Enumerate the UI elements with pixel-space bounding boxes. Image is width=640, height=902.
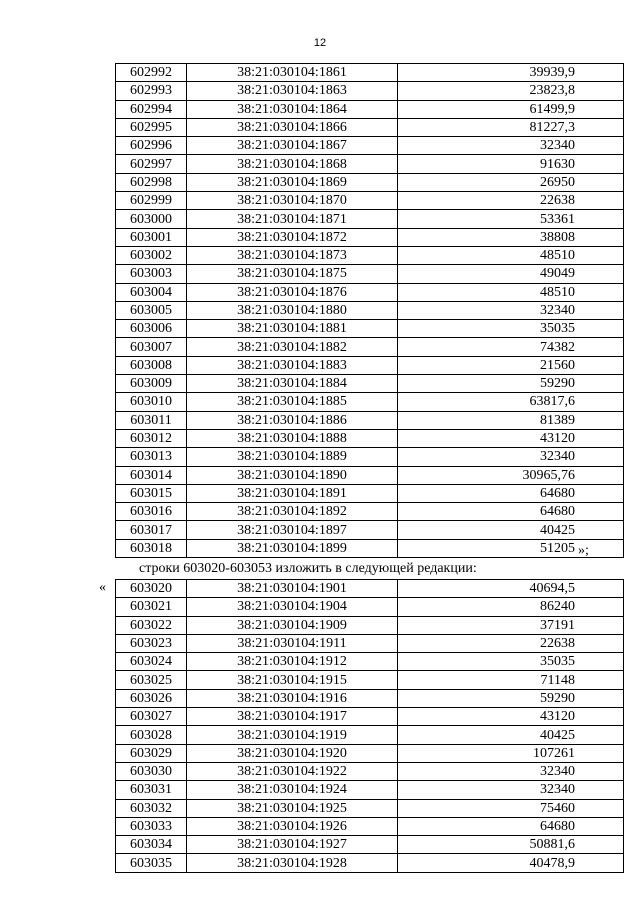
value-cell: 43120 (398, 708, 624, 726)
row-number-cell: 603003 (116, 265, 187, 283)
value-cell: 39939,9 (398, 64, 624, 82)
table-row (116, 411, 624, 429)
value-cell: 107261 (398, 744, 624, 762)
value-cell: 59290 (398, 689, 624, 707)
value-cell: 32340 (398, 137, 624, 155)
value-cell: 40425 (398, 521, 624, 539)
table-body (116, 580, 624, 873)
row-number-cell: 603017 (116, 521, 187, 539)
cadastral-number-cell: 38:21:030104:1924 (187, 781, 398, 799)
table-row (116, 484, 624, 502)
table-row (116, 634, 624, 652)
cadastral-number-cell: 38:21:030104:1869 (187, 173, 398, 191)
value-cell: 81389 (398, 411, 624, 429)
table-row (116, 356, 624, 374)
table-row (116, 762, 624, 780)
row-number-cell: 603018 (116, 539, 187, 557)
cadastral-number-cell: 38:21:030104:1875 (187, 265, 398, 283)
table-row (116, 616, 624, 634)
cadastral-number-cell: 38:21:030104:1889 (187, 448, 398, 466)
value-cell: 21560 (398, 356, 624, 374)
cadastral-number-cell: 38:21:030104:1868 (187, 155, 398, 173)
table-row (116, 836, 624, 854)
row-number-cell: 603035 (116, 854, 187, 872)
table-row (116, 817, 624, 835)
cadastral-number-cell: 38:21:030104:1922 (187, 762, 398, 780)
cadastral-number-cell: 38:21:030104:1911 (187, 634, 398, 652)
row-number-cell: 603009 (116, 375, 187, 393)
row-number-cell: 603002 (116, 246, 187, 264)
row-number-cell: 603021 (116, 598, 187, 616)
cadastral-number-cell: 38:21:030104:1912 (187, 653, 398, 671)
table-body (116, 64, 624, 558)
table-row (116, 744, 624, 762)
cadastral-number-cell: 38:21:030104:1884 (187, 375, 398, 393)
table-row (116, 393, 624, 411)
row-number-cell: 603028 (116, 726, 187, 744)
table-row (116, 155, 624, 173)
table-row (116, 598, 624, 616)
cadastral-number-cell: 38:21:030104:1885 (187, 393, 398, 411)
table-row (116, 799, 624, 817)
cadastral-number-cell: 38:21:030104:1881 (187, 320, 398, 338)
row-number-cell: 602995 (116, 118, 187, 136)
cadastral-number-cell: 38:21:030104:1901 (187, 580, 398, 598)
cadastral-number-cell: 38:21:030104:1917 (187, 708, 398, 726)
row-number-cell: 603023 (116, 634, 187, 652)
row-number-cell: 602992 (116, 64, 187, 82)
row-number-cell: 603034 (116, 836, 187, 854)
cadastral-number-cell: 38:21:030104:1904 (187, 598, 398, 616)
row-number-cell: 603027 (116, 708, 187, 726)
table-row (116, 708, 624, 726)
table-row (116, 338, 624, 356)
value-cell: 32340 (398, 781, 624, 799)
row-number-cell: 603001 (116, 228, 187, 246)
value-cell: 22638 (398, 192, 624, 210)
cadastral-number-cell: 38:21:030104:1925 (187, 799, 398, 817)
value-cell: 75460 (398, 799, 624, 817)
value-cell: 40478,9 (398, 854, 624, 872)
value-cell: 35035 (398, 653, 624, 671)
row-number-cell: 603013 (116, 448, 187, 466)
row-number-cell: 603026 (116, 689, 187, 707)
cadastral-number-cell: 38:21:030104:1890 (187, 466, 398, 484)
table-row (116, 320, 624, 338)
value-cell: 40425 (398, 726, 624, 744)
cadastral-number-cell: 38:21:030104:1916 (187, 689, 398, 707)
row-number-cell: 603025 (116, 671, 187, 689)
cadastral-number-cell: 38:21:030104:1871 (187, 210, 398, 228)
row-number-cell: 603004 (116, 283, 187, 301)
row-number-cell: 603016 (116, 503, 187, 521)
cadastral-number-cell: 38:21:030104:1882 (187, 338, 398, 356)
table-row (116, 671, 624, 689)
value-cell: 64680 (398, 484, 624, 502)
cadastral-number-cell: 38:21:030104:1883 (187, 356, 398, 374)
table-row (116, 375, 624, 393)
cadastral-number-cell: 38:21:030104:1926 (187, 817, 398, 835)
cadastral-number-cell: 38:21:030104:1863 (187, 82, 398, 100)
row-number-cell: 602997 (116, 155, 187, 173)
row-number-cell: 603012 (116, 429, 187, 447)
row-number-cell: 603030 (116, 762, 187, 780)
page-number: 12 (313, 37, 327, 49)
row-number-cell: 602996 (116, 137, 187, 155)
value-cell: 74382 (398, 338, 624, 356)
value-cell: 64680 (398, 817, 624, 835)
value-cell: 37191 (398, 616, 624, 634)
row-number-cell: 603029 (116, 744, 187, 762)
cadastral-number-cell: 38:21:030104:1915 (187, 671, 398, 689)
value-cell: 63817,6 (398, 393, 624, 411)
opening-quote: « (99, 580, 106, 595)
value-cell: 49049 (398, 265, 624, 283)
cadastral-number-cell: 38:21:030104:1870 (187, 192, 398, 210)
table-row (116, 466, 624, 484)
table-row (116, 781, 624, 799)
table-row (116, 265, 624, 283)
cadastral-number-cell: 38:21:030104:1873 (187, 246, 398, 264)
table-row (116, 653, 624, 671)
value-cell: 43120 (398, 429, 624, 447)
row-number-cell: 603031 (116, 781, 187, 799)
cadastral-number-cell: 38:21:030104:1897 (187, 521, 398, 539)
cadastral-table-2 (115, 579, 624, 873)
value-cell: 81227,3 (398, 118, 624, 136)
table-row (116, 539, 624, 557)
table-row (116, 210, 624, 228)
row-number-cell: 602994 (116, 100, 187, 118)
value-cell: 91630 (398, 155, 624, 173)
cadastral-number-cell: 38:21:030104:1892 (187, 503, 398, 521)
cadastral-number-cell: 38:21:030104:1872 (187, 228, 398, 246)
amendment-instruction: строки 603020-603053 изложить в следующей редакции: (139, 561, 477, 576)
row-number-cell: 603024 (116, 653, 187, 671)
value-cell: 32340 (398, 762, 624, 780)
cadastral-number-cell: 38:21:030104:1909 (187, 616, 398, 634)
row-number-cell: 603014 (116, 466, 187, 484)
table-row (116, 726, 624, 744)
value-cell: 32340 (398, 448, 624, 466)
value-cell: 26950 (398, 173, 624, 191)
value-cell: 51205 (398, 539, 624, 557)
table-row (116, 521, 624, 539)
table-row (116, 228, 624, 246)
table-row (116, 429, 624, 447)
row-number-cell: 603015 (116, 484, 187, 502)
row-number-cell: 603007 (116, 338, 187, 356)
row-number-cell: 602993 (116, 82, 187, 100)
value-cell: 35035 (398, 320, 624, 338)
row-number-cell: 602999 (116, 192, 187, 210)
cadastral-number-cell: 38:21:030104:1867 (187, 137, 398, 155)
cadastral-number-cell: 38:21:030104:1861 (187, 64, 398, 82)
value-cell: 50881,6 (398, 836, 624, 854)
cadastral-number-cell: 38:21:030104:1927 (187, 836, 398, 854)
table-row (116, 448, 624, 466)
cadastral-table-1 (115, 63, 624, 558)
table-row (116, 580, 624, 598)
table-row (116, 301, 624, 319)
closing-quote: »; (578, 543, 589, 558)
value-cell: 23823,8 (398, 82, 624, 100)
value-cell: 32340 (398, 301, 624, 319)
cadastral-number-cell: 38:21:030104:1919 (187, 726, 398, 744)
cadastral-number-cell: 38:21:030104:1920 (187, 744, 398, 762)
value-cell: 61499,9 (398, 100, 624, 118)
value-cell: 48510 (398, 283, 624, 301)
value-cell: 40694,5 (398, 580, 624, 598)
table-row (116, 246, 624, 264)
table-row (116, 283, 624, 301)
row-number-cell: 603010 (116, 393, 187, 411)
value-cell: 38808 (398, 228, 624, 246)
cadastral-number-cell: 38:21:030104:1888 (187, 429, 398, 447)
row-number-cell: 603032 (116, 799, 187, 817)
row-number-cell: 603005 (116, 301, 187, 319)
cadastral-number-cell: 38:21:030104:1864 (187, 100, 398, 118)
row-number-cell: 603022 (116, 616, 187, 634)
value-cell: 53361 (398, 210, 624, 228)
cadastral-number-cell: 38:21:030104:1880 (187, 301, 398, 319)
table-row (116, 503, 624, 521)
table-row (116, 82, 624, 100)
table-row (116, 689, 624, 707)
table-row (116, 173, 624, 191)
cadastral-number-cell: 38:21:030104:1928 (187, 854, 398, 872)
cadastral-number-cell: 38:21:030104:1899 (187, 539, 398, 557)
value-cell: 59290 (398, 375, 624, 393)
value-cell: 48510 (398, 246, 624, 264)
cadastral-number-cell: 38:21:030104:1876 (187, 283, 398, 301)
table-row (116, 192, 624, 210)
table-row (116, 100, 624, 118)
row-number-cell: 603020 (116, 580, 187, 598)
table-row (116, 137, 624, 155)
table-row (116, 64, 624, 82)
value-cell: 30965,76 (398, 466, 624, 484)
row-number-cell: 603000 (116, 210, 187, 228)
row-number-cell: 603033 (116, 817, 187, 835)
cadastral-number-cell: 38:21:030104:1891 (187, 484, 398, 502)
table-row (116, 854, 624, 872)
value-cell: 71148 (398, 671, 624, 689)
table-row (116, 118, 624, 136)
row-number-cell: 602998 (116, 173, 187, 191)
cadastral-number-cell: 38:21:030104:1866 (187, 118, 398, 136)
value-cell: 86240 (398, 598, 624, 616)
row-number-cell: 603011 (116, 411, 187, 429)
value-cell: 64680 (398, 503, 624, 521)
cadastral-number-cell: 38:21:030104:1886 (187, 411, 398, 429)
row-number-cell: 603008 (116, 356, 187, 374)
value-cell: 22638 (398, 634, 624, 652)
row-number-cell: 603006 (116, 320, 187, 338)
